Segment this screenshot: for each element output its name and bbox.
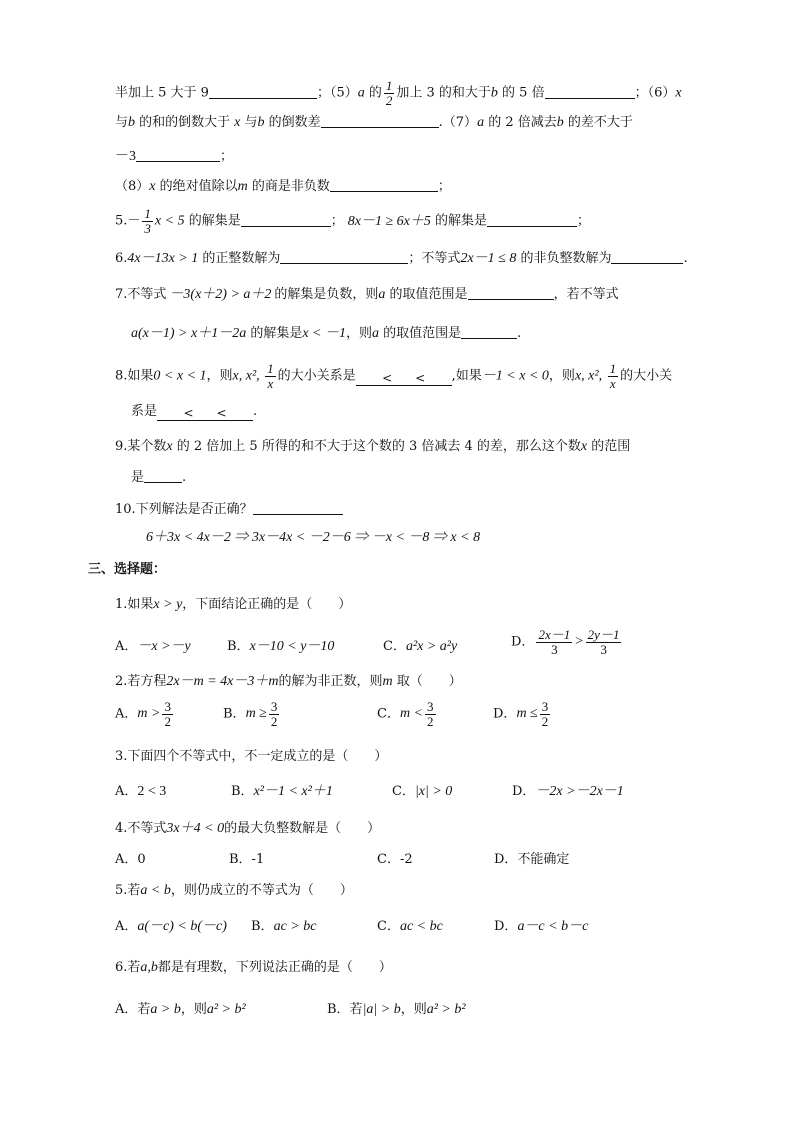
math: a [378, 287, 386, 302]
question-10 [115, 501, 343, 516]
text: ，则 [206, 368, 233, 384]
question-5 [115, 207, 590, 235]
text: ； [220, 149, 234, 164]
text: ，则 [548, 368, 575, 384]
math: 6＋3x < 4x－2 ⇒ 3x－4x < －2－6 ⇒ －x < －8 ⇒ x < 8 [146, 530, 481, 545]
math: a,b [140, 960, 158, 975]
choice-question-6-stem [115, 961, 392, 975]
math: 2x－m = 4x－3＋m [166, 674, 279, 689]
text: 5.若 [115, 883, 141, 898]
text: 的解集是负数，则 [274, 287, 379, 302]
answer-blank[interactable]: < < [157, 407, 253, 421]
text: 10.下列解法是否正确？ [115, 502, 253, 517]
option-b[interactable]: B．x－10 < y－10 [227, 639, 335, 654]
text: 的非负整数解为 [516, 251, 612, 266]
math: a < b [140, 883, 171, 898]
text: 的正整数解为 [198, 251, 281, 266]
math: 8x－1 ≥ 6x＋5 [347, 213, 431, 229]
text: 8.如果 [115, 368, 154, 384]
option-a[interactable]: A．2 < 3 [115, 784, 167, 799]
text: 6.若 [115, 960, 141, 975]
answer-blank[interactable] [144, 469, 182, 483]
option-a[interactable]: A．m > $\frac{3}{2}$ [115, 699, 171, 729]
math: －1 < x < 0 [481, 368, 549, 384]
question-8-line-2 [131, 405, 257, 421]
text: 的解集是 [246, 326, 303, 341]
text: 半加上 5 大于 9 [115, 85, 209, 101]
fraction-numerator: 1 [267, 361, 274, 376]
math: x, x², [232, 368, 264, 384]
math: －3 [115, 149, 136, 164]
text: 的 2 倍加上 5 所得的和不大于这个数的 3 倍减去 4 的差，那么这个数 [172, 439, 581, 454]
math: m [382, 674, 393, 689]
option-a[interactable]: A．0 [115, 852, 146, 867]
text: 的解集是 [184, 213, 241, 229]
text: 的商是非负数 [247, 179, 330, 194]
question-4-line-2 [115, 114, 633, 130]
question-7-line-2 [131, 325, 521, 341]
option-c[interactable]: C．ac < bc [377, 919, 443, 934]
text: 的 [364, 85, 382, 101]
text: . [253, 404, 258, 419]
option-a[interactable]: A．a(－c) < b(－c) [115, 919, 227, 934]
math: a [357, 85, 365, 101]
text: 是 [131, 470, 145, 485]
text: 2.若方程 [115, 674, 167, 689]
text: 4.不等式 [115, 821, 167, 836]
answer-blank[interactable] [487, 213, 577, 227]
fraction [608, 362, 619, 390]
option-b[interactable]: B．ac > bc [251, 919, 317, 934]
text: 的解为非正数，则 [278, 674, 383, 689]
text: ，则 [346, 326, 373, 341]
text: 与 [240, 115, 258, 130]
math: 0 < x < 1 [153, 368, 207, 384]
fraction-denominator: x [267, 375, 274, 391]
option-d[interactable]: D．m ≤ $\frac{3}{2}$ [493, 699, 549, 729]
question-10-solution [146, 531, 480, 545]
text: ； [577, 213, 591, 229]
math: x > y [153, 597, 183, 612]
fraction-denominator: 3 [144, 220, 151, 236]
text: 的 5 倍 [497, 85, 545, 101]
answer-blank[interactable] [280, 250, 408, 264]
fraction-denominator: 2 [385, 92, 393, 108]
answer-blank[interactable] [241, 213, 331, 227]
text: 的大小关系是 [277, 368, 356, 384]
option-c[interactable]: C．a²x > a²y [383, 639, 458, 654]
text: 的差不大于 [563, 115, 633, 130]
text: 6. [115, 251, 128, 266]
text: 的倒数差 [264, 115, 321, 130]
choice-question-2-stem [115, 675, 462, 689]
option-a[interactable]: A．若a > b，则a² > b² [115, 1002, 246, 1017]
choice-question-4-stem [115, 822, 380, 836]
option-d[interactable]: D． $\frac{2x-1}{3}$ > $\frac{2y-1}{3}$ [511, 627, 620, 657]
text: 系是 [131, 404, 158, 419]
text: ； [330, 213, 344, 229]
math: b [257, 115, 265, 130]
text: . [517, 326, 522, 341]
text: 的解集是 [430, 213, 487, 229]
option-d[interactable]: D．不能确定 [494, 852, 570, 867]
text: 的取值范围是 [379, 326, 462, 341]
math: b [128, 115, 136, 130]
fraction [142, 207, 153, 235]
choice-question-5-stem [115, 884, 353, 898]
option-b[interactable]: B．m ≥ $\frac{3}{2}$ [223, 699, 278, 729]
text: .（7） [438, 115, 478, 130]
math: 3x＋4 < 0 [166, 821, 225, 836]
text: ,如果 [451, 368, 482, 384]
math: x [234, 115, 241, 130]
answer-blank[interactable] [321, 114, 439, 128]
fraction-denominator: x [609, 375, 616, 391]
text: 的范围 [587, 439, 631, 454]
text: 的取值范围是 [385, 287, 468, 302]
question-4-line-1 [115, 79, 682, 107]
text: 9.某个数 [115, 439, 167, 454]
text: ，则仍成立的不等式为（ ） [170, 883, 353, 898]
option-b[interactable]: B．若|a| > b，则a² > b² [327, 1002, 466, 1017]
text: 1.如果 [115, 597, 154, 612]
text: ，下面结论正确的是（ ） [182, 597, 352, 612]
answer-blank[interactable] [468, 286, 554, 300]
answer-blank[interactable] [253, 501, 343, 515]
math: b [490, 85, 498, 101]
text: 的最大负整数解是（ ） [224, 821, 381, 836]
answer-blank[interactable] [611, 250, 683, 264]
answer-blank[interactable]: < < [356, 372, 452, 386]
answer-blank[interactable] [545, 85, 635, 99]
math: x < －1 [302, 326, 347, 341]
math: －3(x＋2) > a＋2 [169, 287, 272, 302]
option-c[interactable]: C．m < $\frac{3}{2}$ [377, 699, 434, 729]
text: ，若不等式 [553, 287, 619, 302]
option-a[interactable]: A．－x >－y [115, 639, 191, 654]
question-7-line-1 [115, 286, 619, 302]
math: x [580, 439, 588, 454]
question-4-line-3 [115, 148, 233, 164]
option-c[interactable]: C．|x| > 0 [392, 784, 453, 799]
text: ；（5） [316, 85, 358, 101]
math: 4x－13x > 1 [127, 251, 199, 266]
answer-blank[interactable] [136, 148, 220, 162]
fraction-numerator: 1 [144, 206, 151, 221]
text: 7.不等式 [115, 287, 167, 302]
text: 的 2 倍减去 [484, 115, 557, 130]
text: ；不等式 [408, 251, 461, 266]
math: a(x－1) > x＋1－2a [131, 326, 247, 341]
text: 加上 3 的和大于 [396, 85, 491, 101]
text: ；（6） [634, 85, 676, 101]
choice-question-3-stem: 3.下面四个不等式中，不一定成立的是（ ） [115, 749, 388, 764]
text: . [182, 470, 187, 485]
math: a [372, 326, 380, 341]
math: x [149, 179, 156, 194]
text: 都是有理数，下列说法正确的是（ ） [157, 960, 392, 975]
text: 与 [115, 115, 129, 130]
math: 2x－1 ≤ 8 [460, 251, 517, 266]
math: a [477, 115, 485, 130]
option-d[interactable]: D．－2x >－2x－1 [512, 784, 624, 799]
answer-blank[interactable] [461, 325, 517, 339]
text: 5.－ [115, 213, 141, 229]
question-9-line-2 [131, 469, 186, 484]
section-title: 三、选择题： [88, 562, 167, 577]
math: x < 5 [154, 213, 185, 229]
choice-question-1-stem [115, 598, 351, 612]
fraction [265, 362, 276, 390]
math: x [675, 85, 682, 101]
fraction-numerator: 1 [609, 361, 617, 376]
text: 取（ ） [392, 674, 462, 689]
option-c[interactable]: C．-2 [377, 852, 413, 867]
math: x [166, 439, 173, 454]
text: （8） [115, 179, 150, 194]
text: 的大小关 [620, 368, 673, 384]
math: b [556, 115, 564, 130]
math: x, x², [574, 368, 606, 384]
question-9-line-1 [115, 440, 630, 454]
math: m [237, 179, 248, 194]
question-4-line-4 [115, 178, 451, 194]
question-6 [115, 250, 688, 266]
text: 的绝对值除以 [155, 179, 238, 194]
fraction [384, 79, 395, 107]
answer-blank[interactable] [209, 85, 317, 99]
option-d[interactable]: D．a－c < b－c [494, 919, 589, 934]
text: . [683, 251, 688, 266]
question-8-line-1 [115, 362, 672, 390]
text: ； [437, 179, 451, 194]
option-b[interactable]: B．-1 [229, 852, 265, 867]
text: 的和的倒数大于 [135, 115, 231, 130]
fraction-numerator: 1 [385, 78, 393, 93]
answer-blank[interactable] [330, 178, 438, 192]
option-b[interactable]: B．x²－1 < x²＋1 [231, 784, 333, 799]
